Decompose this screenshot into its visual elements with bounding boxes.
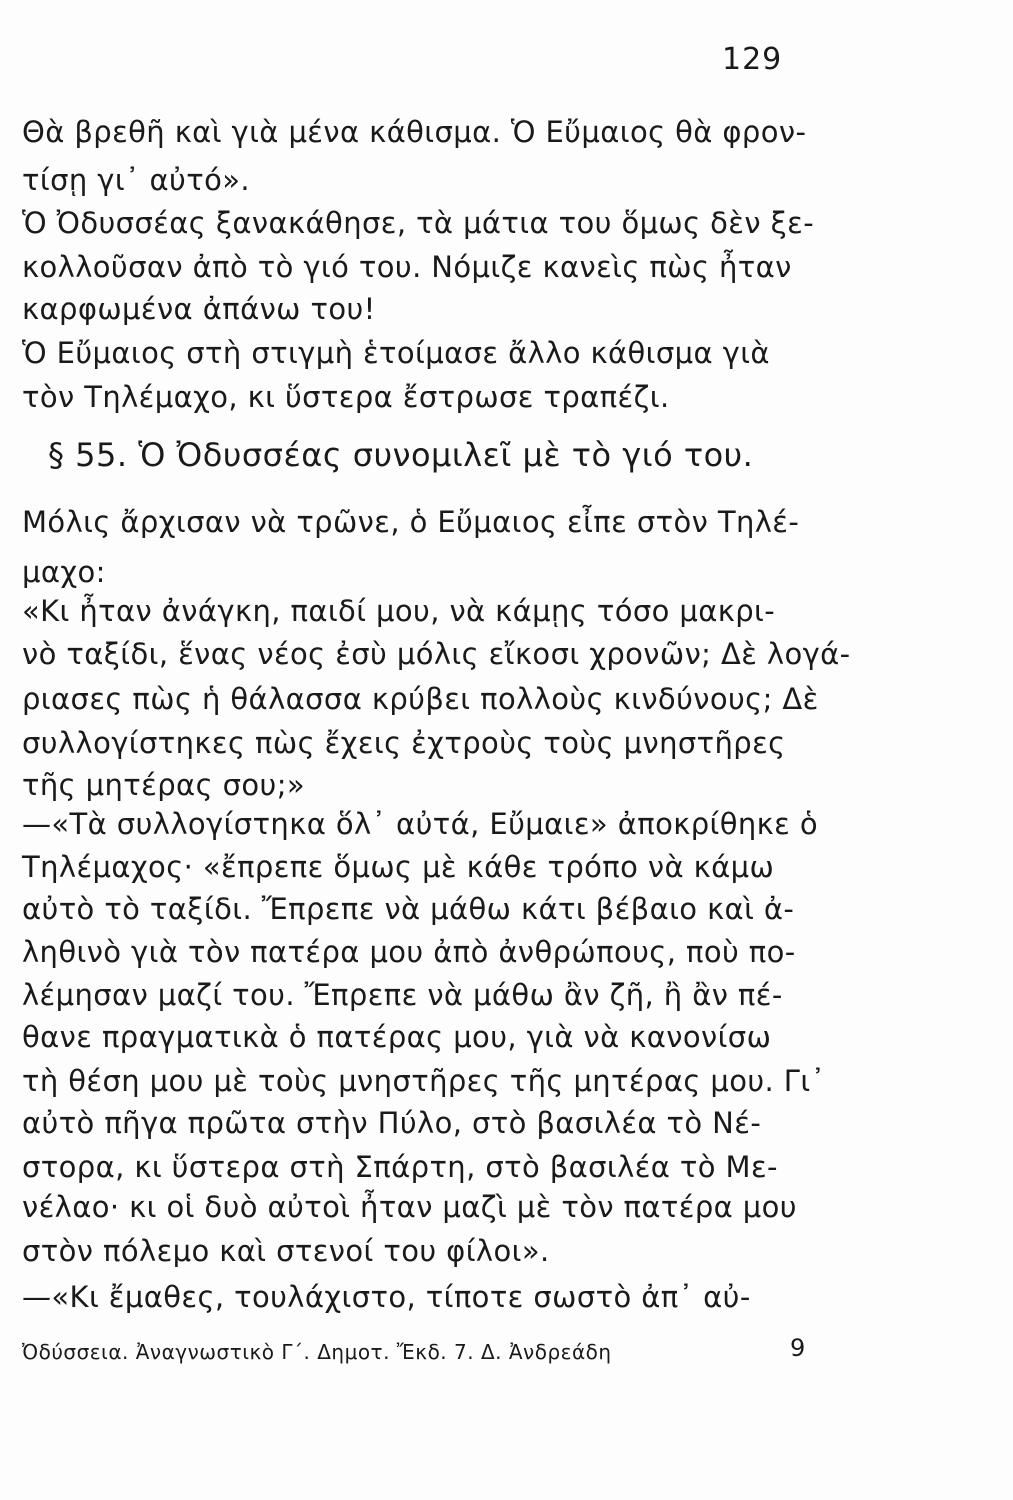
text-line: στορα, κι ὕστερα στὴ Σπάρτη, στὸ βασιλέα τὸ Με-	[22, 1150, 778, 1184]
text-line: Τηλέμαχος· «ἔπρεπε ὅμως μὲ κάθε τρόπο νὰ κάμω	[22, 850, 775, 884]
text-line: θανε πραγματικὰ ὁ πατέρας μου, γιὰ νὰ κανονίσω	[22, 1020, 772, 1054]
text-line: κολλοῦσαν ἀπὸ τὸ γιό του. Νόμιζε κανεὶς πὼς ἦταν	[22, 250, 792, 284]
text-line: Θὰ βρεθῆ καὶ γιὰ μένα κάθισμα. Ὁ Εὔμαιος θὰ φρον-	[22, 115, 807, 149]
text-line: στὸν πόλεμο καὶ στενοί του φίλοι».	[22, 1234, 550, 1268]
text-line: τὸν Τηλέμαχο, κι ὕστερα ἔστρωσε τραπέζι.	[22, 380, 670, 414]
text-line: συλλογίστηκες πὼς ἔχεις ἐχτροὺς τοὺς μνηστῆρες	[22, 726, 786, 760]
text-line: Ὁ Εὔμαιος στὴ στιγμὴ ἑτοίμασε ἄλλο κάθισμα γιὰ	[22, 336, 770, 370]
text-line: Ὁ Ὀδυσσέας ξανακάθησε, τὰ μάτια του ὅμως δὲν ξε-	[22, 206, 815, 240]
text-line: «Κι ἦταν ἀνάγκη, παιδί μου, νὰ κάμῃς τόσο μακρι-	[22, 594, 776, 628]
text-line: μαχο:	[22, 555, 106, 589]
text-line: τὴ θέση μου μὲ τοὺς μνηστῆρες τῆς μητέρας μου. Γι᾽	[22, 1064, 826, 1098]
text-line: Μόλις ἄρχισαν νὰ τρῶνε, ὁ Εὔμαιος εἶπε στὸν Τηλέ-	[22, 505, 800, 539]
section-heading: § 55. Ὁ Ὀδυσσέας συνομιλεῖ μὲ τὸ γιό του.	[48, 436, 754, 474]
text-line: ληθινὸ γιὰ τὸν πατέρα μου ἀπὸ ἀνθρώπους, ποὺ πο-	[22, 935, 796, 969]
text-line: νέλαο· κι οἱ δυὸ αὐτοὶ ἦταν μαζὶ μὲ τὸν πατέρα μου	[22, 1190, 797, 1224]
text-line: νὸ ταξίδι, ἕνας νέος ἐσὺ μόλις εἴκοσι χρονῶν; Δὲ λογά-	[22, 637, 851, 671]
text-line: καρφωμένα ἀπάνω του!	[22, 292, 376, 326]
text-line: —«Τὰ συλλογίστηκα ὅλ᾽ αὐτά, Εὔμαιε» ἀποκρίθηκε ὁ	[22, 807, 818, 841]
signature-mark: 9	[790, 1334, 806, 1362]
text-line: τῆς μητέρας σου;»	[22, 768, 306, 802]
text-line: ριασες πὼς ἡ θάλασσα κρύβει πολλοὺς κινδύνους; Δὲ	[22, 682, 819, 716]
text-line: λέμησαν μαζί του. Ἔπρεπε νὰ μάθω ἂν ζῆ, ἢ ἂν πέ-	[22, 978, 783, 1012]
text-line: αὐτὸ τὸ ταξίδι. Ἔπρεπε νὰ μάθω κάτι βέβαιο καὶ ἀ-	[22, 892, 795, 926]
footer-imprint: Ὀδύσσεια. Ἀναγνωστικὸ Γ΄. Δημοτ. Ἔκδ. 7. Δ. Ἀνδρεάδη	[22, 1340, 612, 1364]
text-line: —«Κι ἔμαθες, τουλάχιστο, τίποτε σωστὸ ἀπ᾽ αὐ-	[22, 1280, 751, 1314]
text-line: τίσῃ γι᾽ αὐτό».	[22, 163, 251, 197]
page-number: 129	[722, 42, 783, 77]
text-line: αὐτὸ πῆγα πρῶτα στὴν Πύλο, στὸ βασιλέα τὸ Νέ-	[22, 1106, 762, 1140]
